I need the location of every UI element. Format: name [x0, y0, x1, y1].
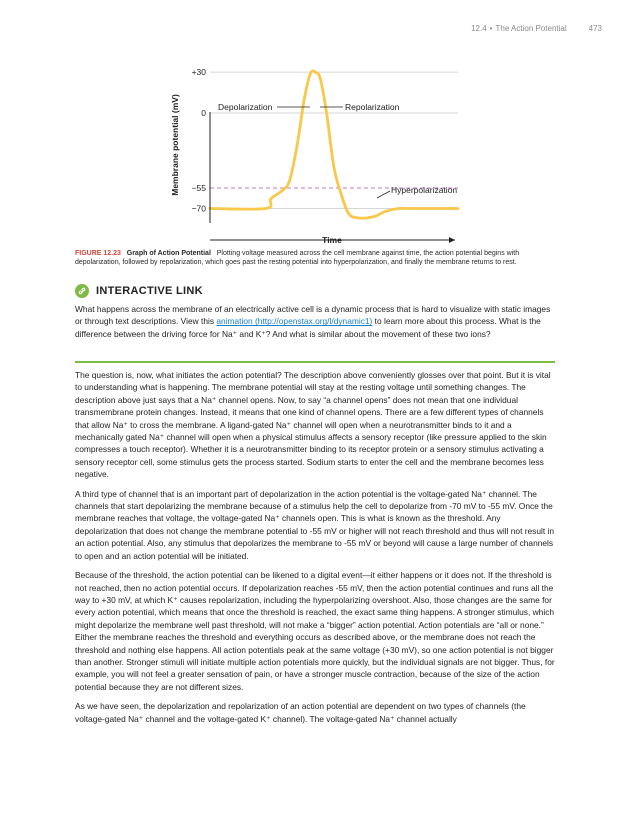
series-line-action-potential — [210, 71, 458, 218]
body-text — [75, 369, 555, 732]
figure-title: Graph of Action Potential — [126, 250, 211, 257]
annotation-repolarization: Repolarization — [345, 102, 400, 112]
y-tick-label: 0 — [201, 108, 206, 119]
interactive-link-title: INTERACTIVE LINK — [96, 285, 203, 297]
section-number: 12.4 — [471, 24, 487, 33]
body-paragraph-4: As we have seen, the depolarization and repolarization of an action potential are dependent on two types of channels (the voltage-gated Na⁺ channel and the voltage-gated K⁺ channel). The voltage-gated Na⁺ channel actually — [75, 701, 526, 724]
interactive-link-text-after: to learn more about this process. What is the difference between the driving force for Na⁺ and K⁺? And what is similar about the movement of these two ions? — [75, 316, 541, 339]
y-tick-label: +30 — [191, 67, 206, 78]
page-number: 473 — [588, 24, 602, 33]
body-paragraph-1: The question is, now, what initiates the action potential? The description above conveniently glosses over that point. But it is vital to understanding what is happening. The membrane potential will stay at the resting voltage until something changes. The description above just says that a Na⁺ channel opens. Now, to say “a channel opens” does not mean that one individual transmembrane protein changes. Instead, it means that one kind of channel opens. There are a few different types of channels that allow Na⁺ to cross the membrane. A ligand-gated Na⁺ channel will open when a neurotransmitter binds to it and a mechanically gated Na⁺ channel will open when a physical stimulus affects a sensory receptor (like pressure applied to the skin compresses a touch receptor). Whether it is a neurotransmitter binding to its receptor protein or a sensory stimulus activating a sensory receptor cell, some stimulus gets the process started. Sodium starts to enter the cell and the membrane becomes less negative. — [75, 370, 551, 480]
section-title: The Action Potential — [495, 24, 567, 33]
y-axis-label: Membrane potential (mV) — [170, 94, 180, 196]
figure-caption-text: Plotting voltage measured across the cell membrane against time, the action potential begins with depolarization, followed by repolarization, which goes past the resting potential into hyperpolarization, and finally the membrane returns to rest. — [75, 250, 520, 266]
body-paragraph-2: A third type of channel that is an important part of depolarization in the action potential is the voltage-gated Na⁺ channel. The channels that start depolarizing the membrane because of a stimulus help the cell to depolarize from -70 mV to -55 mV. Once the membrane reaches that voltage, the voltage-gated Na⁺ channels open. This is what is known as the threshold. Any depolarization that does not change the membrane potential to -55 mV or higher will not reach threshold and thus will not result in an action potential. Also, any stimulus that depolarizes the membrane to -55 mV or beyond will cause a large number of channels to open and an action potential will be initiated. — [75, 488, 555, 561]
y-tick-label: −55 — [191, 183, 206, 194]
running-header — [471, 24, 602, 33]
y-tick-label: −70 — [191, 203, 206, 214]
body-paragraph-3: Because of the threshold, the action potential can be likened to a digital event—it either happens or it does not. If the threshold is not reached, then no action potential occurs. If depolarization reaches -55 mV, then the action potential continues and runs all the way to +30 mV, at which K⁺ causes repolarization, including the hyperpolarizing overshoot. Also, those changes are the same for every action potential, which means that once the threshold is reached, the exact same thing happens. A stronger stimulus, which might depolarize the membrane well past threshold, will not make a “bigger” action potential. Action potentials are “all or none.” Either the membrane reaches the threshold and everything occurs as described above, or the membrane does not reach the threshold and nothing else happens. All action potentials peak at the same voltage (+30 mV), so one action potential is not bigger than another. Stronger stimuli will initiate multiple action potentials more quickly, but the individual signals are not bigger. Thus, for example, you will not feel a greater sensation of pain, or have a stronger muscle contraction, because of the size of the action potential because they are not different sizes. — [75, 570, 555, 692]
interactive-link-text-before: What happens across the membrane of an electrically active cell is a dynamic process that is hard to visualize with static images or through text descriptions. View this — [75, 304, 551, 327]
section-divider — [75, 361, 555, 363]
x-axis-label: Time — [322, 235, 342, 245]
interactive-link-heading — [75, 284, 203, 298]
y-tick-labels — [192, 67, 207, 213]
figure-label: FIGURE 12.23 — [75, 250, 121, 257]
link-icon — [75, 284, 89, 298]
annotation-hyperpolarization: Hyperpolarization — [391, 185, 458, 195]
header-separator: • — [489, 24, 493, 33]
action-potential-chart — [160, 58, 470, 248]
hyperpolarization-leader-line — [377, 191, 390, 198]
annotation-depolarization: Depolarization — [218, 102, 273, 112]
interactive-link-text — [75, 303, 555, 340]
figure-caption — [75, 249, 565, 267]
animation-link[interactable]: animation (http://openstax.org/l/dynamic1) — [216, 316, 373, 327]
